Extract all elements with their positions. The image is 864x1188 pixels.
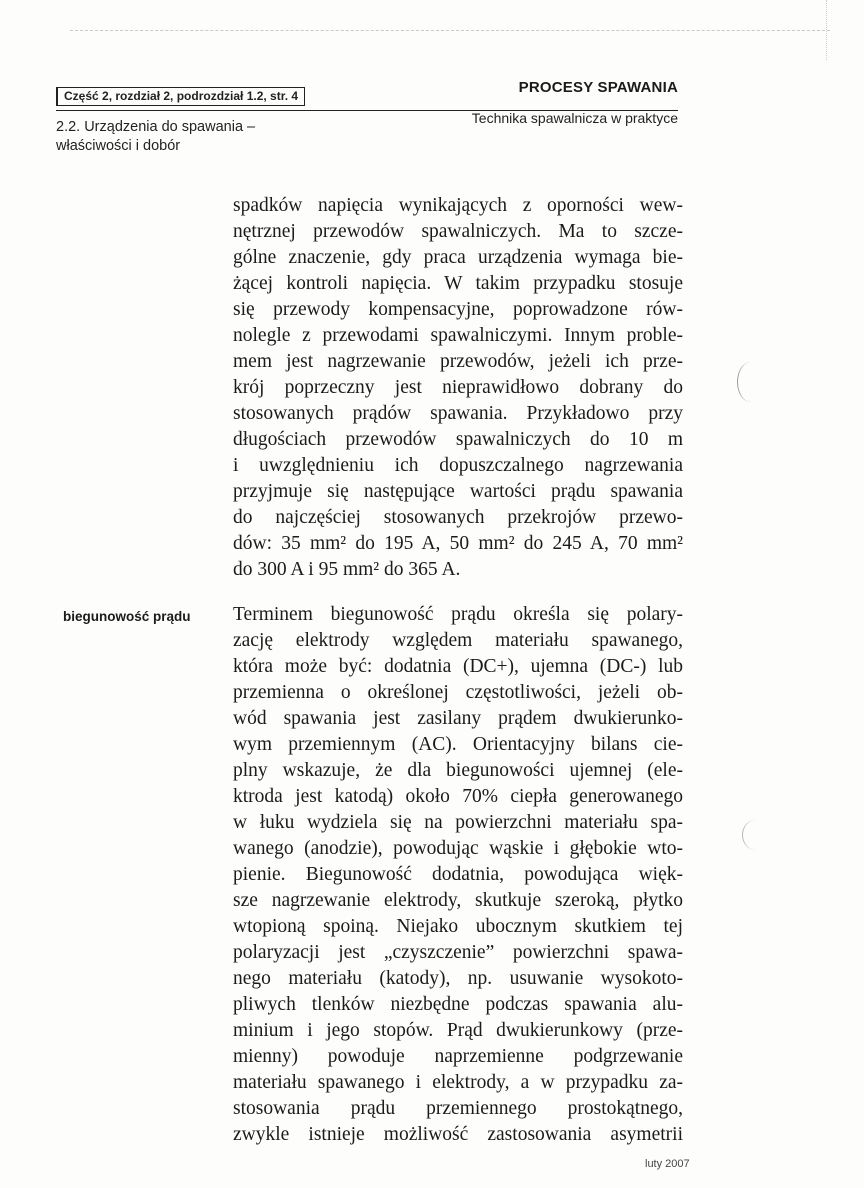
- text-line: ktroda jest katodą) około 70% ciepła generowanego: [233, 786, 683, 807]
- text-line: do 300 A i 95 mm² do 365 A.: [233, 559, 461, 580]
- scan-edge-mark: [826, 0, 828, 60]
- chapter-reference: Część 2, rozdział 2, podrozdział 1.2, str. 4: [56, 87, 305, 106]
- text-line: polaryzacji jest „czyszczenie” powierzchni spawa-: [233, 942, 683, 963]
- text-line: zwykle istnieje możliwość zastosowania asymetrii: [233, 1124, 683, 1145]
- text-line: mienny) powoduje naprzemienne podgrzewanie: [233, 1046, 683, 1067]
- text-line: plny wskazuje, że dla biegunowości ujemnej (ele-: [233, 760, 683, 781]
- text-line: stosowanych prądów spawania. Przykładowo przy: [233, 403, 683, 424]
- text-line: mem jest nagrzewanie przewodów, jeżeli ich prze-: [233, 351, 683, 372]
- book-title: PROCESY SPAWANIA: [518, 79, 678, 96]
- text-line: Terminem biegunowość prądu określa się polary-: [233, 604, 683, 625]
- book-subtitle: Technika spawalnicza w praktyce: [471, 110, 678, 126]
- scan-edge-mark: [70, 30, 830, 32]
- text-line: która może być: dodatnia (DC+), ujemna (DC-) lub: [233, 656, 683, 677]
- text-line: do najczęściej stosowanych przekrojów przewo-: [233, 507, 683, 528]
- margin-keyword: biegunowość prądu: [63, 609, 191, 624]
- text-line: i uwzględnieniu ich dopuszczalnego nagrzewania: [233, 455, 683, 476]
- paragraph-current-polarity: [233, 602, 683, 1148]
- text-line: spadków napięcia wynikających z oporności wew-: [233, 195, 683, 216]
- text-line: dów: 35 mm² do 195 A, 50 mm² do 245 A, 70 mm²: [233, 533, 683, 554]
- text-line: pliwych tlenków niezbędne podczas spawania alu-: [233, 994, 683, 1015]
- text-line: zację elektrody względem materiału spawanego,: [233, 630, 683, 651]
- footer-date: luty 2007: [645, 1158, 690, 1170]
- text-line: stosowania prądu przemiennego prostokątnego,: [233, 1098, 683, 1119]
- text-line: wanego (anodzie), powodując wąskie i głębokie wto-: [233, 838, 683, 859]
- section-title: 2.2. Urządzenia do spawania – właściwości i dobór: [56, 119, 256, 154]
- text-line: gólne znaczenie, gdy praca urządzenia wymaga bie-: [233, 247, 683, 268]
- text-line: krój poprzeczny jest nieprawidłowo dobrany do: [233, 377, 683, 398]
- text-line: nętrznej przewodów spawalniczych. Ma to szcze-: [233, 221, 683, 242]
- text-line: nolegle z przewodami spawalniczymi. Innym proble-: [233, 325, 683, 346]
- text-line: przyjmuje się następujące wartości prądu spawania: [233, 481, 683, 502]
- text-line: wtopioną spoiną. Niejako ubocznym skutkiem tej: [233, 916, 683, 937]
- text-line: nego materiału (katody), np. usuwanie wysokoto-: [233, 968, 683, 989]
- text-line: materiału spawanego i elektrody, a w przypadku za-: [233, 1072, 683, 1093]
- text-line: żącej kontroli napięcia. W takim przypadku stosuje: [233, 273, 683, 294]
- paragraph-cable-voltage-drop: [233, 193, 683, 583]
- text-line: długościach przewodów spawalniczych do 10 m: [233, 429, 683, 450]
- text-line: sze nagrzewanie elektrody, skutkuje szeroką, płytko: [233, 890, 683, 911]
- text-line: w łuku wydziela się na powierzchni materiału spa-: [233, 812, 683, 833]
- text-line: minium i jego stopów. Prąd dwukierunkowy (prze-: [233, 1020, 683, 1041]
- text-line: wym przemiennym (AC). Orientacyjny bilans cie-: [233, 734, 683, 755]
- text-line: przemienna o określonej częstotliwości, jeżeli ob-: [233, 682, 683, 703]
- punch-hole-mark: [737, 362, 764, 402]
- punch-hole-mark: [742, 820, 769, 850]
- text-line: się przewody kompensacyjne, poprowadzone rów-: [233, 299, 683, 320]
- text-line: wód spawania jest zasilany prądem dwukierunko-: [233, 708, 683, 729]
- text-line: pienie. Biegunowość dodatnia, powodująca więk-: [233, 864, 683, 885]
